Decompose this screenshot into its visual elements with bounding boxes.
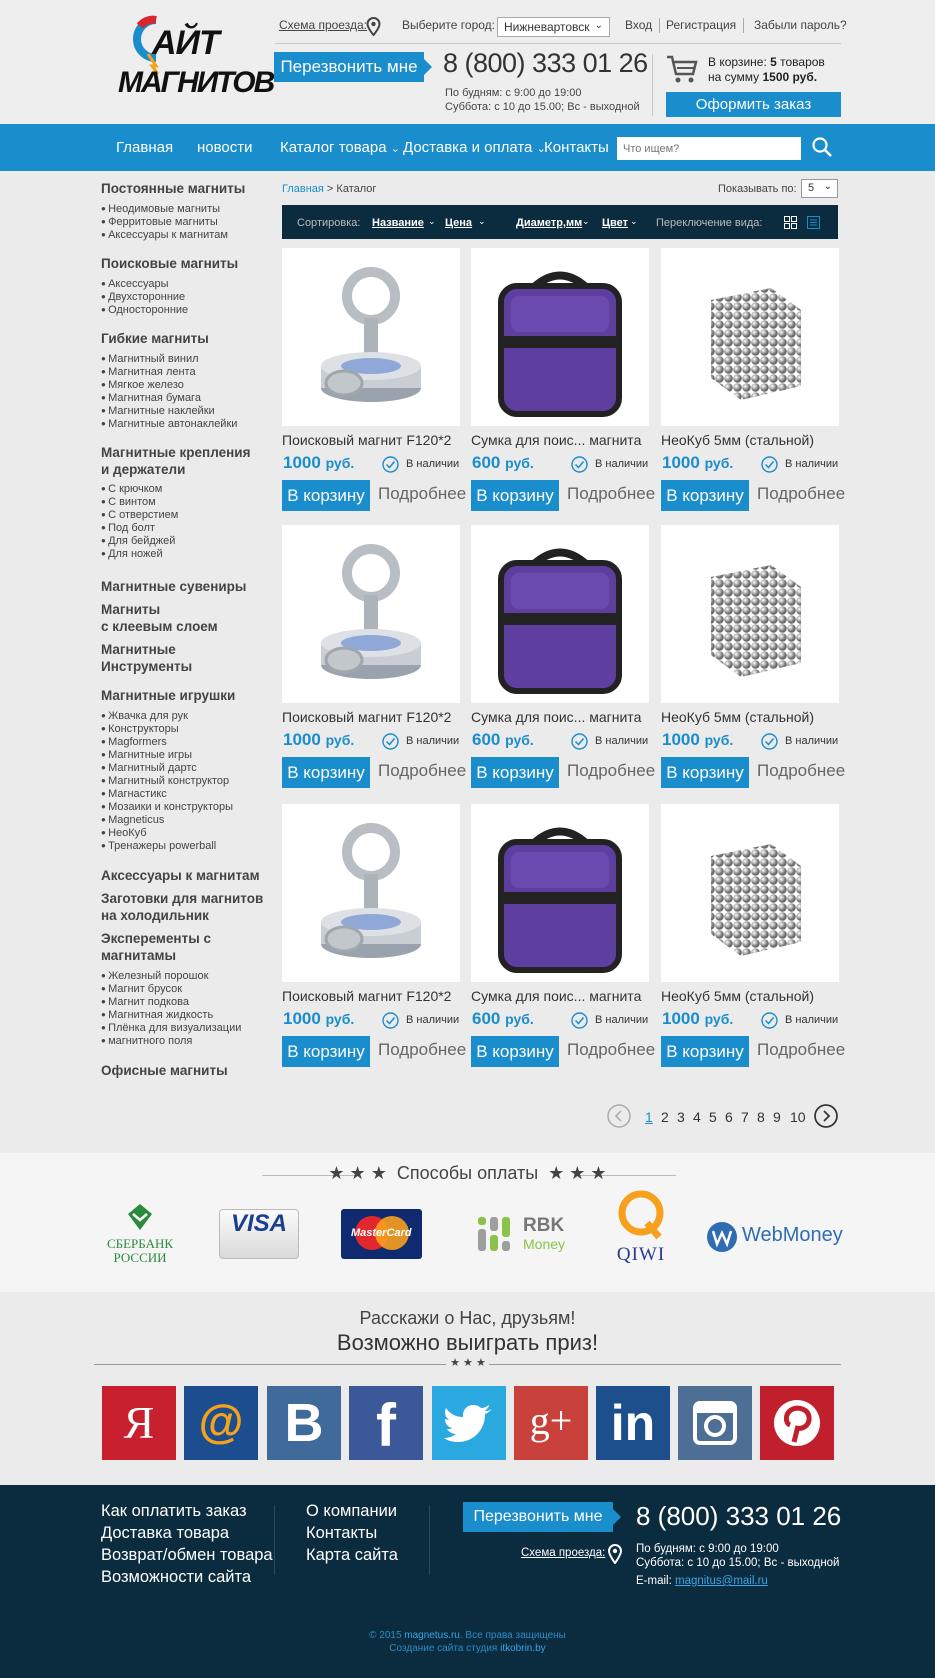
product-image[interactable]: [661, 525, 839, 703]
cart-sum-label: на сумму: [708, 70, 763, 84]
register-link[interactable]: Регистрация: [666, 18, 737, 32]
logo-line2: МАГНИТОВ: [118, 66, 274, 99]
product-image[interactable]: [661, 804, 839, 982]
sidebar-item[interactable]: ● Магнитная лента: [101, 365, 196, 379]
nav-delivery-label: Доставка и оплата: [403, 139, 533, 156]
breadcrumb: [282, 183, 376, 195]
copy-site: magnetus.ru: [404, 1630, 460, 1641]
sidebar-item[interactable]: ● Magneticus: [101, 813, 164, 827]
product-card[interactable]: [661, 248, 846, 518]
price-currency: руб.: [505, 455, 534, 471]
sidebar-heading-search[interactable]: Поисковые магниты: [101, 256, 239, 271]
sidebar-heading-office[interactable]: Офисные магниты: [101, 1063, 228, 1078]
footer-phone: 8 (800) 333 01 26: [636, 1501, 842, 1531]
stock-status: В наличии: [406, 1014, 460, 1026]
product-card[interactable]: [661, 525, 846, 795]
check-circle-icon: [571, 1012, 588, 1029]
check-circle-icon: [382, 733, 399, 750]
price-value: 600: [472, 1009, 501, 1028]
pinterest-share-icon[interactable]: [760, 1386, 834, 1460]
heading-line: с клеевым слоем: [101, 619, 218, 634]
copy-prefix: © 2015: [369, 1630, 405, 1641]
product-title[interactable]: Сумка для поис... магнита: [471, 988, 642, 1004]
chevron-down-icon: ⌄: [390, 143, 400, 155]
sidebar-heading-mounts[interactable]: [101, 444, 250, 478]
sidebar-item[interactable]: ● Магнитный винил: [101, 352, 199, 366]
breadcrumb-separator: >: [323, 183, 337, 195]
list-view-icon[interactable]: [807, 216, 820, 229]
price-currency: руб.: [704, 455, 734, 471]
next-page-arrow-icon[interactable]: [814, 1104, 838, 1128]
sidebar-item[interactable]: ● Для бейджей: [101, 534, 175, 548]
divider: [94, 1364, 446, 1365]
price-currency: руб.: [704, 1011, 734, 1027]
price-value: 1000: [283, 453, 321, 472]
product-image[interactable]: [471, 525, 649, 703]
stock-status: В наличии: [785, 458, 839, 470]
header-divider: [275, 43, 841, 44]
product-price: [662, 730, 733, 750]
product-price: [283, 730, 354, 750]
phone-number: 8 (800) 333 01 26: [443, 48, 648, 78]
product-price: [472, 730, 534, 750]
camera-icon: [692, 1400, 738, 1446]
sort-by-diameter[interactable]: Диаметр,мм: [516, 217, 583, 229]
page-link-9[interactable]: 9: [773, 1109, 781, 1125]
product-image[interactable]: [471, 248, 649, 426]
sidebar-heading-tools[interactable]: [101, 641, 192, 675]
webmoney-logo: [706, 1219, 843, 1255]
share-section: [0, 1292, 935, 1485]
price-value: 600: [472, 453, 501, 472]
footer: [0, 1485, 935, 1678]
sidebar-item[interactable]: ● Двухсторонние: [101, 290, 185, 304]
divider: [659, 18, 660, 33]
footer-link-features[interactable]: Возможности сайта: [101, 1568, 252, 1586]
details-link[interactable]: Подробнее: [757, 484, 846, 503]
sberbank-icon: [125, 1200, 155, 1234]
share-line2: Возможно выиграть приз!: [336, 1330, 599, 1355]
footer-callback-button[interactable]: Перезвонить мне: [463, 1502, 613, 1532]
stock-status: В наличии: [595, 458, 649, 470]
price-currency: руб.: [325, 1011, 355, 1027]
product-title[interactable]: Поисковый магнит F120*2: [282, 432, 452, 448]
login-link[interactable]: Вход: [625, 18, 653, 32]
show-by-label: Показывать по:: [718, 183, 797, 195]
price-currency: руб.: [505, 1011, 534, 1027]
page-link-4[interactable]: 4: [693, 1109, 701, 1125]
forgot-password-link[interactable]: Забыли пароль?: [754, 18, 847, 32]
rbk-text: RBK: [523, 1215, 565, 1236]
add-to-cart-button[interactable]: В корзину: [282, 1036, 370, 1067]
pinterest-p-icon: [772, 1398, 822, 1448]
sidebar-item[interactable]: ● НеоКуб: [101, 826, 147, 840]
bag-image: [471, 525, 649, 703]
product-title[interactable]: НеоКуб 5мм (стальной): [661, 988, 814, 1004]
email-label: E-mail:: [636, 1575, 675, 1587]
studio-credit: [0, 1643, 935, 1654]
nav-catalog[interactable]: [280, 139, 400, 156]
twitter-share-icon[interactable]: [432, 1386, 506, 1460]
check-circle-icon: [571, 733, 588, 750]
stock-status: В наличии: [785, 1014, 839, 1026]
page-link-7[interactable]: 7: [741, 1109, 749, 1125]
sidebar-heading-adhesive[interactable]: [101, 601, 218, 635]
add-to-cart-button[interactable]: В корзину: [282, 757, 370, 788]
map-pin-icon[interactable]: [608, 1544, 622, 1564]
sidebar-heading-experiments[interactable]: [101, 930, 211, 964]
footer-link-payment[interactable]: Как оплатить заказ: [101, 1502, 247, 1520]
footer-link-sitemap[interactable]: Карта сайта: [306, 1546, 398, 1564]
sidebar-item[interactable]: ● С крючком: [101, 482, 162, 496]
nav-home[interactable]: Главная: [116, 139, 174, 156]
price-value: 1000: [283, 730, 321, 749]
stock-status: В наличии: [595, 735, 649, 747]
product-title[interactable]: НеоКуб 5мм (стальной): [661, 432, 814, 448]
share-line1: Расскажи о Нас, друзьям!: [359, 1308, 576, 1328]
product-title[interactable]: Сумка для поис... магнита: [471, 709, 642, 725]
heading-line: и держатели: [101, 462, 186, 477]
heading-line: на холодильник: [101, 908, 209, 923]
sberbank-logo: [100, 1200, 180, 1275]
add-to-cart-button[interactable]: В корзину: [471, 480, 559, 511]
search-magnet-image: [282, 248, 460, 426]
product-image[interactable]: [282, 525, 460, 703]
footer-link-contacts[interactable]: Контакты: [306, 1524, 378, 1542]
stock-status: В наличии: [785, 735, 839, 747]
instagram-share-icon[interactable]: [678, 1386, 752, 1460]
sidebar-item[interactable]: ● Для ножей: [101, 547, 163, 561]
qiwi-logo: [613, 1189, 669, 1267]
sort-by-name[interactable]: Название: [372, 217, 424, 229]
mailru-share-icon[interactable]: @: [184, 1386, 258, 1460]
qiwi-icon: [617, 1189, 665, 1241]
product-card[interactable]: [282, 804, 467, 1074]
sidebar-item[interactable]: ● Ферритовые магниты: [101, 215, 218, 229]
sidebar-item[interactable]: ● Аксессуары к магнитам: [101, 228, 228, 242]
neocube-image: [661, 525, 839, 703]
product-price: [283, 1009, 354, 1029]
stock-status: В наличии: [406, 735, 460, 747]
search-magnet-image: [282, 804, 460, 982]
product-price: [472, 453, 534, 473]
product-price: [472, 1009, 534, 1029]
price-value: 1000: [283, 1009, 321, 1028]
page-link-6[interactable]: 6: [725, 1109, 733, 1125]
price-currency: руб.: [704, 732, 734, 748]
mastercard-logo: [341, 1209, 422, 1259]
heading-line: Инструменты: [101, 659, 193, 674]
sidebar-item[interactable]: ● Магнитные игры: [101, 748, 192, 762]
vk-share-icon[interactable]: В: [267, 1386, 341, 1460]
check-circle-icon: [761, 733, 778, 750]
city-value: Нижневартовск: [504, 20, 590, 34]
cart-icon[interactable]: [666, 54, 698, 84]
check-circle-icon: [382, 1012, 399, 1029]
search-icon[interactable]: [812, 137, 832, 157]
callback-button[interactable]: Перезвонить мне: [274, 52, 424, 82]
payments-title-text: Способы оплаты: [396, 1163, 539, 1183]
chevron-down-icon: ⌄: [478, 216, 486, 226]
sidebar-item[interactable]: ● Мягкое железо: [101, 378, 184, 392]
sidebar-item[interactable]: ● Аксессуары: [101, 277, 168, 291]
price-currency: руб.: [505, 732, 534, 748]
rbk-icon: [477, 1215, 517, 1253]
checkout-button[interactable]: Оформить заказ: [666, 92, 841, 117]
chevron-down-icon: ⌄: [536, 143, 546, 155]
footer-link-return[interactable]: Возврат/обмен товара: [101, 1546, 273, 1564]
heading-line: Магнитные крепления: [101, 445, 251, 460]
sidebar-item[interactable]: ● С винтом: [101, 495, 156, 509]
add-to-cart-button[interactable]: В корзину: [471, 757, 559, 788]
product-title[interactable]: Сумка для поис... магнита: [471, 432, 642, 448]
sidebar-item[interactable]: ● Плёнка для визуализации: [101, 1021, 241, 1035]
grid-view-icon[interactable]: [784, 216, 797, 229]
stars-icon: ★ ★ ★: [548, 1163, 607, 1183]
view-switch-label: Переключение вида:: [656, 217, 763, 229]
chevron-down-icon: ⌄: [428, 216, 436, 226]
search-magnet-image: [282, 525, 460, 703]
sidebar-item[interactable]: ● Магнитный конструктор: [101, 774, 229, 788]
product-card[interactable]: [471, 804, 656, 1074]
add-to-cart-button[interactable]: В корзину: [661, 480, 749, 511]
heading-line: Магнитные: [101, 642, 176, 657]
sidebar-item[interactable]: ● С отверстием: [101, 508, 178, 522]
rbk-money-logo: [477, 1213, 572, 1257]
search-input[interactable]: [617, 137, 801, 160]
mc-text: MasterCard: [351, 1227, 412, 1239]
divider: [274, 1505, 275, 1575]
product-price: [662, 453, 733, 473]
sidebar-heading-toys[interactable]: Магнитные игрушки: [101, 688, 236, 703]
sort-by-price[interactable]: Цена: [445, 217, 473, 229]
footer-map-link[interactable]: Схема проезда:: [521, 1547, 606, 1559]
bag-image: [471, 248, 649, 426]
footer-hours-weekdays: По будням: с 9:00 до 19:00: [636, 1543, 779, 1555]
nav-news[interactable]: новости: [197, 139, 253, 156]
price-value: 1000: [662, 730, 700, 749]
qiwi-text: QIWI: [616, 1244, 666, 1265]
chevron-down-icon: ⌄: [582, 216, 590, 226]
product-image[interactable]: [471, 804, 649, 982]
price-value: 1000: [662, 1009, 700, 1028]
check-circle-icon: [761, 456, 778, 473]
chevron-down-icon: ⌄: [823, 181, 832, 192]
sidebar-heading-permanent[interactable]: Постоянные магниты: [101, 181, 246, 196]
sidebar-item[interactable]: ● Мозаики и конструкторы: [101, 800, 233, 814]
sidebar-item[interactable]: ● Магнитные автонаклейки: [101, 417, 237, 431]
details-link[interactable]: Подробнее: [757, 761, 846, 780]
stock-status: В наличии: [595, 1014, 649, 1026]
page-link-10[interactable]: 10: [790, 1109, 806, 1125]
payments-title: [0, 1163, 935, 1184]
main-nav: [0, 124, 935, 171]
neocube-image: [661, 248, 839, 426]
product-title[interactable]: Поисковый магнит F120*2: [282, 709, 452, 725]
copy-suffix: . Все права защищены: [459, 1630, 566, 1641]
sort-by-color[interactable]: Цвет: [602, 217, 629, 229]
chevron-down-icon: ⌄: [630, 216, 638, 226]
cart-label: В корзине:: [708, 55, 771, 69]
heading-line: Эксперементы с: [101, 931, 211, 946]
sidebar-item[interactable]: ● Магнитная жидкость: [101, 1008, 213, 1022]
email-link[interactable]: magnitus@mail.ru: [674, 1575, 768, 1587]
page-link-5[interactable]: 5: [709, 1109, 717, 1125]
sidebar-item[interactable]: ● Магнит брусок: [101, 982, 182, 996]
sidebar-heading-fridge[interactable]: [101, 890, 263, 924]
sidebar-item[interactable]: ● магнитного поля: [101, 1034, 192, 1048]
product-image[interactable]: [282, 804, 460, 982]
sidebar-item[interactable]: ● Магнитная бумага: [101, 391, 201, 405]
details-link[interactable]: Подробнее: [378, 1040, 467, 1059]
sidebar-heading-accessories[interactable]: Аксессуары к магнитам: [101, 868, 260, 883]
sidebar-item[interactable]: ● Магнитные наклейки: [101, 404, 215, 418]
details-link[interactable]: Подробнее: [378, 484, 467, 503]
sort-label: Сортировка:: [297, 217, 361, 229]
divider: [429, 1505, 430, 1575]
add-to-cart-button[interactable]: В корзину: [282, 480, 370, 511]
product-card[interactable]: [282, 525, 467, 795]
add-to-cart-button[interactable]: В корзину: [661, 1036, 749, 1067]
product-price: [283, 453, 354, 473]
sidebar-item[interactable]: ● Magformers: [101, 735, 167, 749]
heading-line: Магниты: [101, 602, 161, 617]
product-card[interactable]: [471, 525, 656, 795]
sidebar-heading-flexible[interactable]: Гибкие магниты: [101, 331, 209, 346]
page-link-2[interactable]: 2: [661, 1109, 669, 1125]
header: [0, 0, 935, 124]
details-link[interactable]: Подробнее: [757, 1040, 846, 1059]
show-by-select[interactable]: [801, 179, 838, 198]
nav-catalog-label: Каталог товара: [280, 139, 387, 156]
twitter-bird-icon: [444, 1404, 494, 1444]
product-image[interactable]: [282, 248, 460, 426]
cart-count: 5: [770, 55, 777, 69]
price-currency: руб.: [325, 732, 355, 748]
page-link-1[interactable]: 1: [645, 1109, 653, 1125]
webmoney-icon: [706, 1221, 738, 1253]
sidebar-item[interactable]: ● Неодимовые магниты: [101, 202, 220, 216]
facebook-share-icon[interactable]: f: [349, 1386, 423, 1460]
details-link[interactable]: Подробнее: [567, 761, 656, 780]
sidebar-item[interactable]: ● Магнитный дартс: [101, 761, 197, 775]
sidebar-item[interactable]: ● Под болт: [101, 521, 155, 535]
price-currency: руб.: [325, 455, 355, 471]
footer-email: [636, 1575, 768, 1587]
payment-methods: [0, 1153, 935, 1292]
heading-line: магнитамы: [101, 948, 177, 963]
divider: [489, 1364, 841, 1365]
site-logo[interactable]: [118, 14, 274, 116]
stock-status: В наличии: [406, 458, 460, 470]
check-circle-icon: [382, 456, 399, 473]
sidebar-item[interactable]: ● Конструкторы: [101, 722, 179, 736]
sidebar-item[interactable]: ● Тренажеры powerball: [101, 839, 216, 853]
heading-line: Заготовки для магнитов: [101, 891, 264, 906]
page-link-8[interactable]: 8: [757, 1109, 765, 1125]
hours-weekend: Суббота: с 10 до 15.00; Вс - выходной: [445, 101, 640, 113]
check-circle-icon: [761, 1012, 778, 1029]
sberbank-text-1: СБЕРБАНК: [106, 1236, 174, 1251]
hours-weekdays: По будням: с 9:00 до 19:00: [445, 87, 582, 99]
sidebar-item[interactable]: ● Жвачка для рук: [101, 709, 188, 723]
sidebar-item[interactable]: ● Магнит подкова: [101, 995, 189, 1009]
product-card[interactable]: [661, 804, 846, 1074]
product-title[interactable]: Поисковый магнит F120*2: [282, 988, 452, 1004]
copyright: [0, 1630, 935, 1641]
choose-city-label: Выберите город:: [402, 18, 495, 32]
sidebar-item[interactable]: ● Односторонние: [101, 303, 188, 317]
linkedin-share-icon[interactable]: in: [596, 1386, 670, 1460]
googleplus-share-icon[interactable]: g+: [514, 1386, 588, 1460]
product-image[interactable]: [661, 248, 839, 426]
studio-link[interactable]: itkobrin.by: [500, 1643, 546, 1654]
city-select[interactable]: [497, 17, 610, 37]
chevron-down-icon: ⌄: [594, 20, 603, 31]
nav-contacts[interactable]: Контакты: [544, 139, 609, 156]
divider: [652, 54, 653, 116]
sidebar-heading-souvenirs[interactable]: Магнитные сувениры: [101, 579, 247, 594]
details-link[interactable]: Подробнее: [567, 1040, 656, 1059]
footer-hours-weekend: Суббота: с 10 до 15.00; Вс - выходной: [636, 1557, 840, 1569]
studio-prefix: Создание сайта студия: [389, 1643, 501, 1654]
details-link[interactable]: Подробнее: [567, 484, 656, 503]
nav-delivery[interactable]: [403, 139, 546, 156]
page-link-3[interactable]: 3: [677, 1109, 685, 1125]
map-link[interactable]: Схема проезда:: [279, 18, 367, 32]
logo-line1: АЙТ: [152, 24, 219, 62]
details-link[interactable]: Подробнее: [378, 761, 467, 780]
rbk-money-text: Money: [523, 1236, 566, 1252]
sort-bar: [282, 205, 838, 239]
add-to-cart-button[interactable]: В корзину: [661, 757, 749, 788]
map-pin-icon[interactable]: [366, 17, 381, 36]
check-circle-icon: [571, 456, 588, 473]
sidebar-item[interactable]: ● Железный порошок: [101, 969, 208, 983]
cart-unit: товаров: [776, 55, 825, 69]
stars-icon: ★ ★ ★: [328, 1163, 387, 1183]
product-card[interactable]: [471, 248, 656, 518]
cart-summary[interactable]: [708, 55, 825, 85]
product-card[interactable]: [282, 248, 467, 518]
cart-sum: 1500 руб.: [762, 70, 818, 84]
stars-icon: ★ ★ ★: [450, 1357, 486, 1369]
product-price: [662, 1009, 733, 1029]
sidebar-item[interactable]: ● Магнастикс: [101, 787, 167, 801]
product-title[interactable]: НеоКуб 5мм (стальной): [661, 709, 814, 725]
show-by-value: 5: [808, 182, 815, 194]
sberbank-text-2: РОССИИ: [113, 1250, 167, 1265]
prev-page-arrow-icon[interactable]: [607, 1104, 631, 1128]
add-to-cart-button[interactable]: В корзину: [471, 1036, 559, 1067]
yandex-share-icon[interactable]: Я: [102, 1386, 176, 1460]
neocube-image: [661, 804, 839, 982]
footer-link-about[interactable]: О компании: [306, 1502, 397, 1520]
price-value: 600: [472, 730, 501, 749]
breadcrumb-home[interactable]: Главная: [282, 183, 324, 195]
divider: [743, 18, 744, 33]
price-value: 1000: [662, 453, 700, 472]
webmoney-text: WebMoney: [742, 1224, 843, 1246]
bag-image: [471, 804, 649, 982]
footer-link-delivery[interactable]: Доставка товара: [101, 1524, 230, 1542]
visa-logo: VISA: [219, 1209, 299, 1259]
breadcrumb-current: Каталог: [336, 183, 377, 195]
